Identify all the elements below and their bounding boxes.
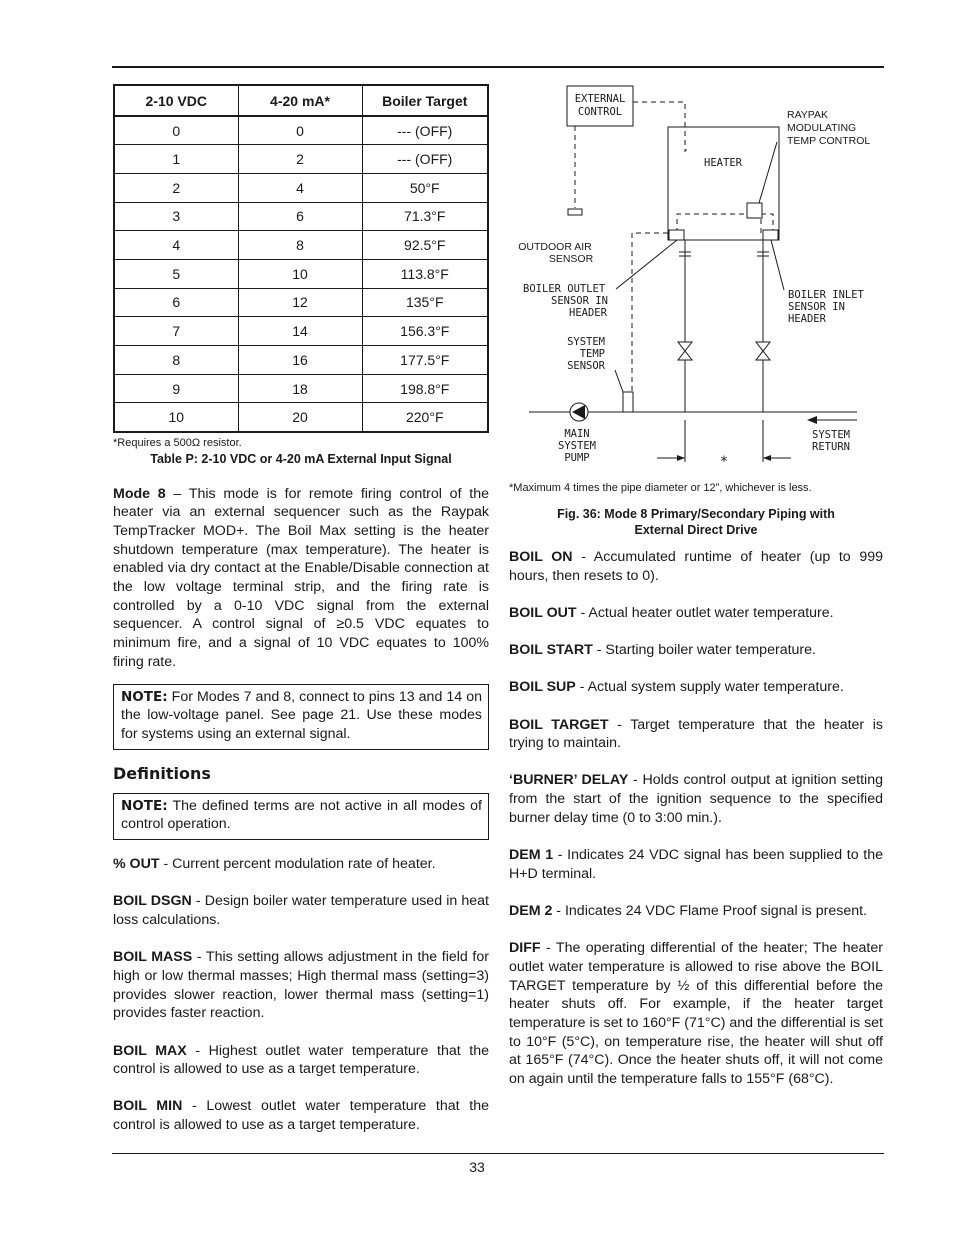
definition-term: BOIL DSGN [113, 893, 192, 910]
definition-text: - Indicates 24 VDC signal has been supplied to the H+D terminal. [509, 847, 883, 882]
table-cell: 4 [114, 231, 238, 260]
definition-item [113, 1097, 489, 1134]
system-sensor-wire [632, 233, 677, 392]
table-cell: 18 [238, 374, 362, 403]
definition-text: - Holds control output at ignition setting from the start of the ignition sequence to the specified burner delay time (0 to 3:00 min.). [509, 772, 883, 826]
figure-caption [509, 506, 883, 538]
label-system-temp-sensor: SYSTEM [567, 336, 605, 348]
bottom-rule [112, 1153, 884, 1154]
note-label: NOTE: [121, 797, 168, 814]
label-raypak-control: TEMP CONTROL [787, 135, 871, 147]
note-label: NOTE: [121, 688, 168, 705]
definition-item [113, 1042, 489, 1079]
table-row [114, 259, 488, 288]
definition-term: DIFF [509, 940, 541, 957]
definition-text: - The operating differential of the heater; The heater outlet water temperature is allowed to rise above the BOIL TARGET temperature by ½ of this differential before the heater shuts off. For example, if the heater target temperature is set to 160°F (71°C) and the differential is set to 10°F (5°C), on temperature rise, the heater will shut off at 165°F (74°C). Once the heater shuts off, it will not come on again until the temperature falls to 155°F (68°C). [509, 940, 883, 1088]
table-cell: 5 [114, 259, 238, 288]
label-asterisk: * [719, 454, 729, 470]
definition-item [509, 846, 883, 883]
figure-caption-line: Fig. 36: Mode 8 Primary/Secondary Piping with [557, 507, 835, 521]
label-system-temp-sensor: TEMP [579, 348, 605, 360]
table-cell: --- (OFF) [362, 116, 488, 145]
note-box-modes [113, 684, 489, 750]
label-boiler-inlet: SENSOR IN [788, 301, 845, 313]
page-number: 33 [469, 1159, 485, 1175]
dimension-arrow [763, 455, 771, 461]
table-cell: 2 [238, 145, 362, 174]
definition-text: - Actual system supply water temperature. [575, 679, 844, 696]
note-text: The defined terms are not active in all modes of control operation. [121, 797, 482, 833]
definition-term: ‘BURNER’ DELAY [509, 772, 629, 789]
table-header-row [114, 85, 488, 116]
table-cell: 71.3°F [362, 202, 488, 231]
table-row [114, 231, 488, 260]
table-cell: 198.8°F [362, 374, 488, 403]
label-outdoor-air-sensor: SENSOR [548, 253, 594, 265]
mode8-term: Mode 8 [113, 485, 166, 502]
label-external-control: EXTERNAL [574, 93, 626, 105]
mode8-text: – This mode is for remote firing control of the heater via an external sequencer such as the Raypak TempTracker MOD+. The Boil Max setting is the heater shutdown temperature (max temperature). The heater is enabled via dry contact at the Enable/Disable connection at the low voltage terminal strip, and the firing rate is controlled by a 0-10 VDC signal from the external sequencer. A control signal of ≥0.5 VDC equates to minimum fire, and a signal of 10 VDC equates to 100% firing rate. [113, 485, 489, 670]
leader-line [616, 240, 677, 289]
definition-item [113, 948, 489, 1023]
table-cell: 10 [114, 403, 238, 432]
outdoor-air-sensor [568, 209, 582, 215]
note-text: For Modes 7 and 8, connect to pins 13 and 14 on the low-voltage panel. See page 21. Use these modes for systems using an external signal. [121, 688, 482, 742]
valve-inlet [756, 342, 770, 360]
definition-item [509, 939, 883, 1089]
table-cell: 12 [238, 288, 362, 317]
table-cell: 9 [114, 374, 238, 403]
definition-item [509, 678, 883, 697]
table-cell: 135°F [362, 288, 488, 317]
mode8-paragraph [113, 485, 489, 672]
leader-line [771, 240, 784, 290]
definition-term: BOIL SUP [509, 679, 576, 696]
label-raypak-control: RAYPAK [787, 109, 829, 121]
label-main-pump: SYSTEM [558, 440, 596, 452]
table-caption: Table P: 2-10 VDC or 4-20 mA External Input Signal [150, 451, 452, 466]
table-cell: 16 [238, 346, 362, 375]
definition-text: - Starting boiler water temperature. [592, 642, 816, 659]
label-external-control: CONTROL [577, 106, 623, 118]
boiler-outlet-sensor [669, 230, 684, 240]
raypak-control-module [747, 203, 762, 218]
right-column [509, 548, 883, 1089]
table-cell: 8 [238, 231, 362, 260]
leader-line [759, 142, 777, 203]
definition-term: BOIL MAX [113, 1042, 187, 1059]
label-main-pump: PUMP [564, 452, 590, 464]
leader-line [615, 370, 623, 392]
definition-text: - Actual heater outlet water temperature. [576, 604, 834, 621]
system-temp-sensor [623, 392, 633, 412]
definition-term: BOIL START [509, 642, 593, 659]
dimension-arrow [677, 455, 685, 461]
definition-text: - Accumulated runtime of heater (up to 999 hours, then resets to 0). [509, 549, 883, 584]
definition-text: - Indicates 24 VDC Flame Proof signal is present. [552, 902, 867, 919]
definition-item [113, 855, 489, 874]
definition-text: - Design boiler water temperature used in heat loss calculations. [113, 893, 489, 929]
definition-text: - Lowest outlet water temperature that the control is allowed to use as a target temperature. [113, 1098, 489, 1134]
table-cell: 2 [114, 173, 238, 202]
table-cell: 0 [238, 116, 362, 145]
table-cell: 8 [114, 346, 238, 375]
table-row [114, 288, 488, 317]
table-cell: 20 [238, 403, 362, 432]
table-header: Boiler Target [362, 85, 488, 116]
signal-table [113, 84, 489, 433]
table-cell: 50°F [362, 173, 488, 202]
figure-caption-line: External Direct Drive [634, 523, 758, 537]
table-row [114, 317, 488, 346]
definition-term: % OUT [113, 856, 160, 873]
control-wire [633, 102, 687, 150]
definition-term: BOIL OUT [509, 604, 577, 621]
definition-term: BOIL ON [509, 549, 573, 565]
definition-text: - Highest outlet water temperature that the control is allowed to use as a target temperature. [113, 1042, 489, 1078]
note-box-definitions [113, 793, 489, 840]
label-boiler-outlet: SENSOR IN [551, 295, 608, 307]
definition-term: DEM 1 [509, 847, 554, 864]
definition-item [509, 771, 883, 827]
table-row [114, 116, 488, 145]
table-row [114, 403, 488, 432]
definition-item [509, 716, 883, 753]
label-system-return: RETURN [812, 441, 850, 453]
table-cell: 14 [238, 317, 362, 346]
figure-footnote: *Maximum 4 times the pipe diameter or 12”, whichever is less. [509, 482, 812, 494]
definition-term: DEM 2 [509, 902, 553, 919]
valve-outlet [678, 342, 692, 360]
table-cell: 10 [238, 259, 362, 288]
label-system-return: SYSTEM [812, 429, 850, 441]
table-cell: 6 [114, 288, 238, 317]
top-rule [112, 66, 884, 68]
label-outdoor-air-sensor: OUTDOOR AIR [518, 241, 592, 253]
return-arrow [807, 416, 817, 424]
label-heater: HEATER [704, 157, 742, 169]
table-header: 4-20 mA* [238, 85, 362, 116]
label-system-temp-sensor: SENSOR [567, 360, 605, 372]
table-cell: 177.5°F [362, 346, 488, 375]
table-row [114, 173, 488, 202]
table-cell: 7 [114, 317, 238, 346]
definition-item [113, 892, 489, 929]
definition-item [509, 641, 883, 660]
table-cell: 3 [114, 202, 238, 231]
table-cell: 6 [238, 202, 362, 231]
table-row [114, 346, 488, 375]
definition-item [509, 604, 883, 623]
table-row [114, 145, 488, 174]
table-row [114, 202, 488, 231]
definitions-heading: Definitions [113, 763, 211, 783]
table-cell: 0 [114, 116, 238, 145]
table-cell: 220°F [362, 403, 488, 432]
table-cell: --- (OFF) [362, 145, 488, 174]
label-main-pump: MAIN [564, 428, 590, 440]
label-boiler-outlet: HEADER [569, 307, 607, 319]
definition-text: - This setting allows adjustment in the field for high or low thermal masses; High thermal mass (setting=3) provides slower reaction, lower thermal mass (setting=1) provides faster reaction. [113, 949, 489, 1022]
definition-term: BOIL TARGET [509, 716, 609, 733]
definition-term: BOIL MASS [113, 949, 193, 966]
left-column [113, 84, 489, 1135]
definition-text: - Target temperature that the heater is trying to maintain. [509, 716, 883, 752]
label-boiler-inlet: BOILER INLET [788, 289, 864, 301]
label-raypak-control: MODULATING [787, 122, 857, 134]
boiler-inlet-sensor [763, 230, 778, 240]
table-header: 2-10 VDC [114, 85, 238, 116]
piping-diagram [509, 80, 884, 470]
label-boiler-inlet: HEADER [788, 313, 826, 325]
table-row [114, 374, 488, 403]
definition-text: - Current percent modulation rate of heater. [159, 856, 436, 873]
table-cell: 4 [238, 173, 362, 202]
table-cell: 113.8°F [362, 259, 488, 288]
table-cell: 1 [114, 145, 238, 174]
table-cell: 156.3°F [362, 317, 488, 346]
table-cell: 92.5°F [362, 231, 488, 260]
table-footnote: *Requires a 500Ω resistor. [113, 436, 242, 449]
label-boiler-outlet: BOILER OUTLET [523, 283, 606, 295]
definition-item [509, 902, 883, 921]
definition-item [509, 548, 883, 585]
definition-term: BOIL MIN [113, 1098, 183, 1115]
